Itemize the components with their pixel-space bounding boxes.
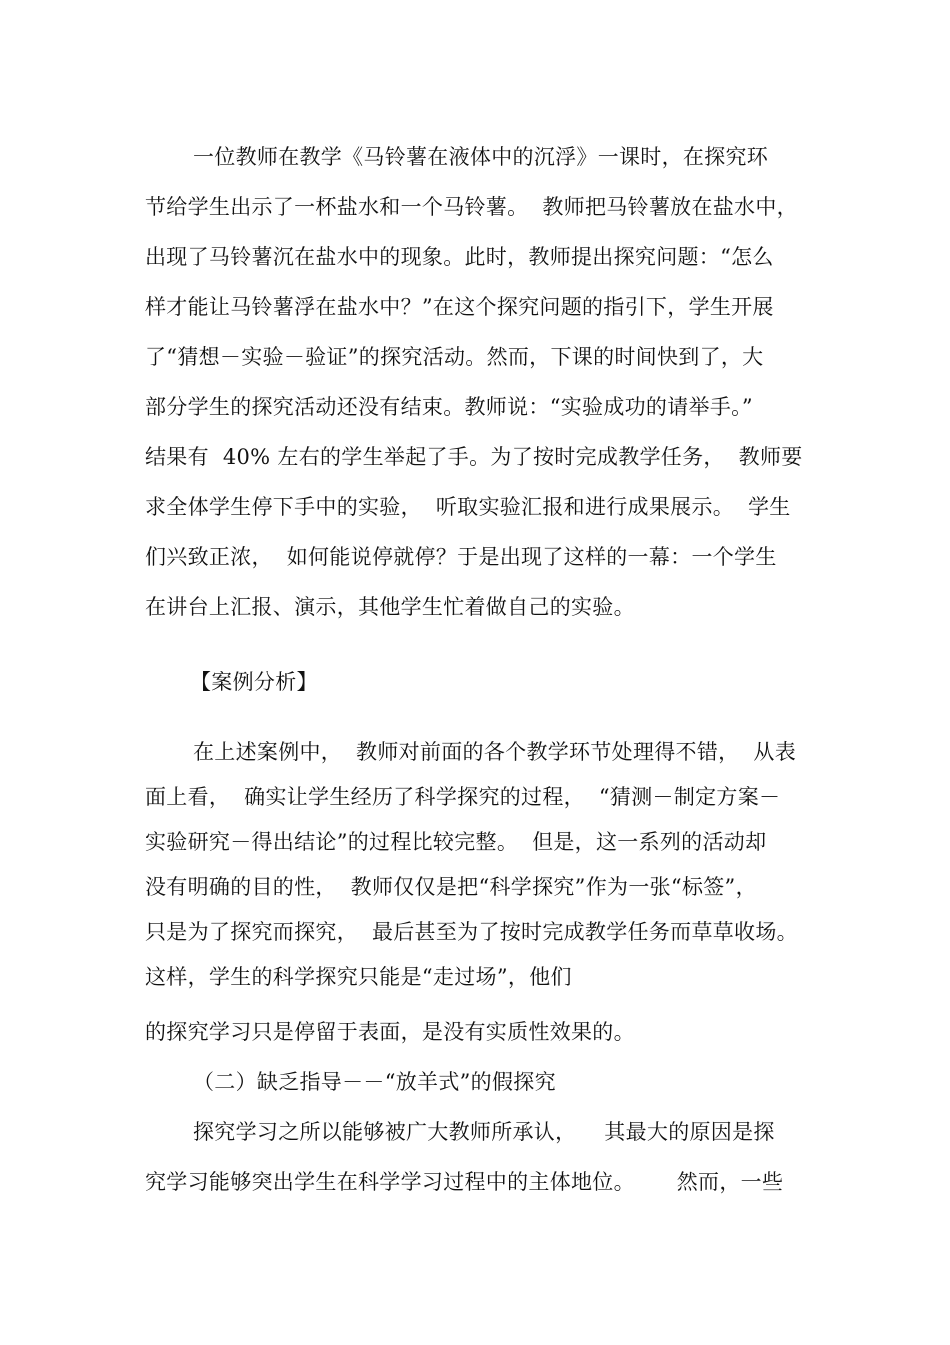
paragraph-2-line-3: 实验研究－得出结论”的过程比较完整。 但是，这一系列的活动却 xyxy=(145,830,767,854)
paragraph-2-line-4: 没有明确的目的性， 教师仅仅是把“科学探究”作为一张“标签”， xyxy=(145,875,757,899)
paragraph-3-line-1: 探究学习之所以能够被广大教师所承认， 其最大的原因是探 xyxy=(193,1120,775,1144)
paragraph-1-line-1: 一位教师在教学《马铃薯在液体中的沉浮》一课时，在探究环 xyxy=(193,145,769,169)
paragraph-1-line-3: 出现了马铃薯沉在盐水中的现象。此时，教师提出探究问题：“怎么 xyxy=(145,245,774,269)
paragraph-2-line-6: 这样，学生的科学探究只能是“走过场”，他们 xyxy=(145,965,572,989)
paragraph-1-line-8: 求全体学生停下手中的实验， 听取实验汇报和进行成果展示。 学生 xyxy=(145,495,791,519)
case-analysis-heading: 【案例分析】 xyxy=(190,670,318,694)
paragraph-1-line-2: 节给学生出示了一杯盐水和一个马铃薯。 教师把马铃薯放在盐水中， xyxy=(145,195,798,219)
paragraph-2-line-2: 面上看， 确实让学生经历了科学探究的过程， “猜测－制定方案－ xyxy=(145,785,781,809)
paragraph-3-line-2: 究学习能够突出学生在科学学习过程中的主体地位。 然而，一些 xyxy=(145,1170,784,1194)
paragraph-1-line-6: 部分学生的探究活动还没有结束。教师说：“实验成功的请举手。” xyxy=(145,395,753,419)
paragraph-1-line-5: 了“猜想－实验－验证”的探究活动。然而，下课的时间快到了，大 xyxy=(145,345,764,369)
section-heading: （二）缺乏指导－－“放羊式”的假探究 xyxy=(193,1070,556,1094)
paragraph-1-line-9: 们兴致正浓， 如何能说停就停？于是出现了这样的一幕：一个学生 xyxy=(145,545,777,569)
paragraph-2-line-7: 的探究学习只是停留于表面，是没有实质性效果的。 xyxy=(145,1020,635,1044)
paragraph-1-line-4: 样才能让马铃薯浮在盐水中？”在这个探究问题的指引下，学生开展 xyxy=(145,295,774,319)
paragraph-2-line-5: 只是为了探究而探究， 最后甚至为了按时完成教学任务而草草收场。 xyxy=(145,920,798,944)
paragraph-2-line-1: 在上述案例中， 教师对前面的各个教学环节处理得不错， 从表 xyxy=(193,740,796,764)
paragraph-1-line-10: 在讲台上汇报、演示，其他学生忙着做自己的实验。 xyxy=(145,595,635,619)
paragraph-1-line-7: 结果有 40% 左右的学生举起了手。为了按时完成教学任务， 教师要 xyxy=(145,445,803,469)
